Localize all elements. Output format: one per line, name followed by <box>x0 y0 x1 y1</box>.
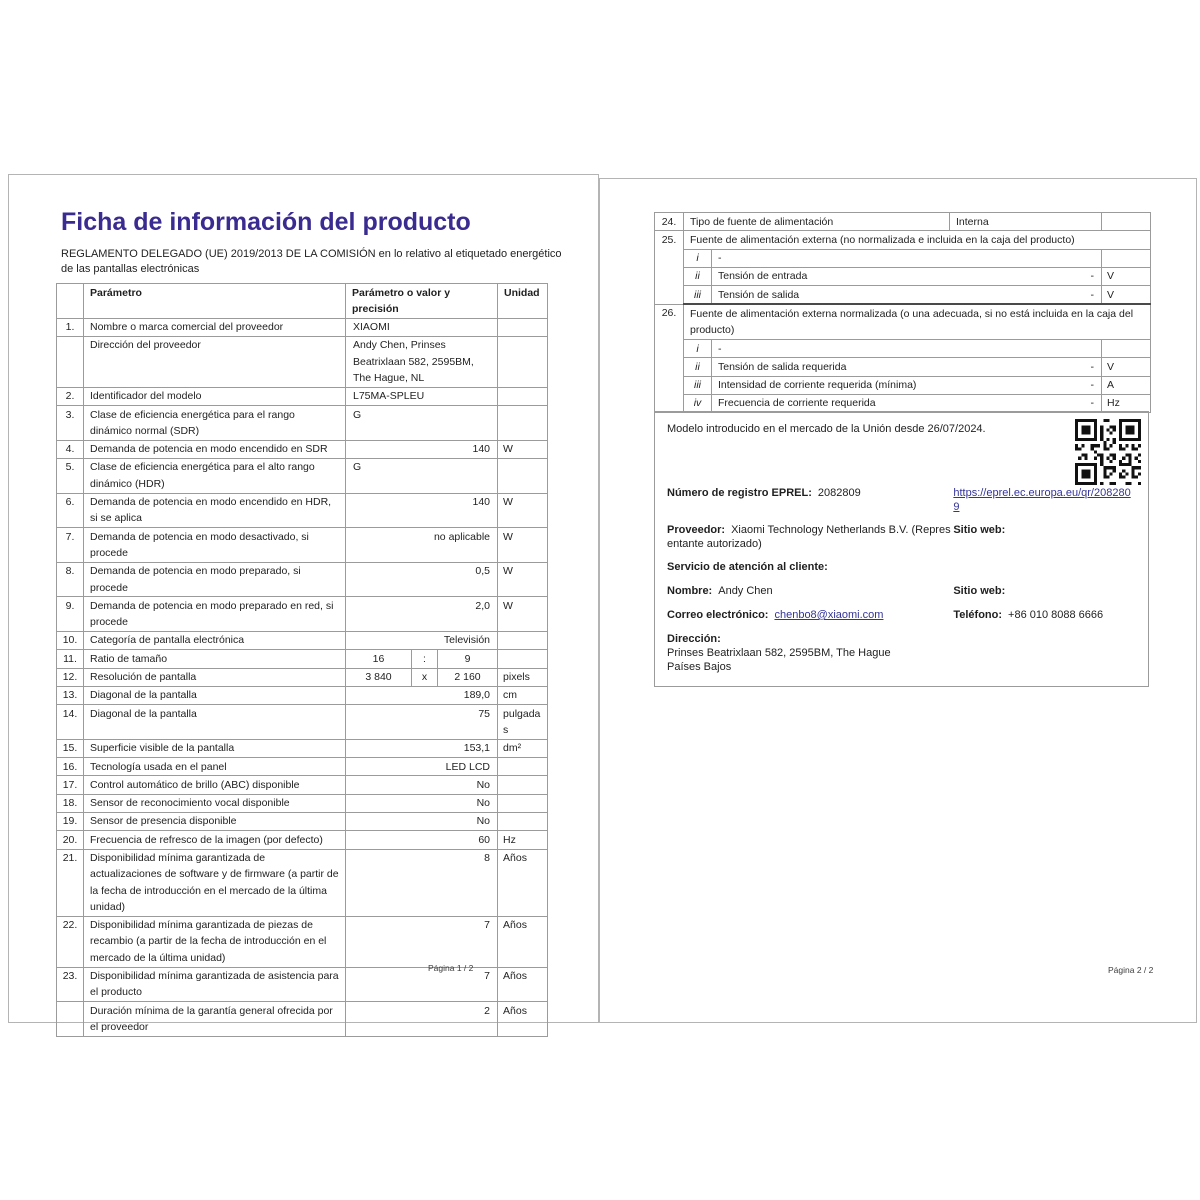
correo-row <box>667 608 1136 622</box>
parameter-cell: Disponibilidad mínima garantizada de piezas de recambio (a partir de la fecha de introducción en el mercado de la última unidad) <box>84 916 346 967</box>
direccion-line1: Prinses Beatrixlaan 582, 2595BM, The Hague <box>667 647 891 659</box>
table-row <box>655 376 1151 394</box>
row-number-cell: 5. <box>57 458 84 493</box>
table-row <box>57 1002 548 1037</box>
table-row <box>57 967 548 1002</box>
table-row <box>57 440 548 458</box>
parameter-value-cell <box>712 376 1102 394</box>
table-row <box>57 739 548 757</box>
value-cell: 189,0 <box>346 686 498 704</box>
nombre-label: Nombre: <box>667 585 713 597</box>
value-text: - <box>1090 288 1094 301</box>
row-number-cell: 7. <box>57 528 84 563</box>
parameter-cell: Clase de eficiencia energética para el rango dinámico normal (SDR) <box>84 406 346 441</box>
row-number-cell: 11. <box>57 650 84 668</box>
row-number-cell: 12. <box>57 668 84 686</box>
table-row <box>57 812 548 830</box>
value-cell: No <box>346 776 498 794</box>
unit-cell <box>498 458 548 493</box>
sitio-web-label-2: Sitio web: <box>953 585 1006 597</box>
sub-index-cell: i <box>684 340 712 358</box>
table-row <box>57 528 548 563</box>
value-cell: Televisión <box>346 631 498 649</box>
market-entry-text: Modelo introducido en el mercado de la Unión desde 26/07/2024. <box>667 423 986 435</box>
unit-cell <box>498 776 548 794</box>
sub-index-cell: iii <box>684 376 712 394</box>
parameter-cell: Nombre o marca comercial del proveedor <box>84 318 346 336</box>
unit-cell: W <box>498 562 548 597</box>
eprel-label: Número de registro EPREL: <box>667 487 812 499</box>
parameter-cell: Tipo de fuente de alimentación <box>684 213 950 231</box>
unit-cell: Años <box>498 849 548 916</box>
row-number-cell: 3. <box>57 406 84 441</box>
table-row <box>57 650 548 668</box>
servicio-row <box>667 560 1136 574</box>
parameter-cell: Disponibilidad mínima garantizada de actualizaciones de software y de firmware (a partir de la fecha de introducción en el mercado de la última unidad) <box>84 849 346 916</box>
servicio-label: Servicio de atención al cliente: <box>667 561 828 573</box>
parameter-cell: Sensor de presencia disponible <box>84 812 346 830</box>
parameter-value-cell <box>712 286 1102 305</box>
unit-cell <box>1102 213 1151 231</box>
value-cell: No <box>346 794 498 812</box>
value-separator-cell: x <box>412 668 438 686</box>
value-cell: 9 <box>438 650 498 668</box>
unit-cell: V <box>1102 358 1151 376</box>
table-row <box>655 267 1151 285</box>
parameter-cell: Identificador del modelo <box>84 387 346 405</box>
value-cell: 2,0 <box>346 597 498 632</box>
email-link[interactable]: chenbo8@xiaomi.com <box>774 609 884 621</box>
eprel-number: 2082809 <box>817 487 861 499</box>
unit-cell: Años <box>498 1002 548 1037</box>
unit-cell: V <box>1102 267 1151 285</box>
power-supply-table <box>654 212 1151 413</box>
table-row <box>57 318 548 336</box>
parameter-cell: Demanda de potencia en modo desactivado, si procede <box>84 528 346 563</box>
unit-cell <box>498 406 548 441</box>
parameter-label: Tensión de entrada <box>718 270 808 283</box>
header-parameter: Parámetro <box>84 284 346 319</box>
parameter-label: Frecuencia de corriente requerida <box>718 397 876 410</box>
row-number-cell: 26. <box>655 304 684 412</box>
parameter-cell: Duración mínima de la garantía general ofrecida por el proveedor <box>84 1002 346 1037</box>
unit-cell <box>498 318 548 336</box>
unit-cell: A <box>1102 376 1151 394</box>
parameter-cell: Control automático de brillo (ABC) disponible <box>84 776 346 794</box>
value-text: - <box>1090 397 1094 410</box>
value-cell: - <box>712 249 1102 267</box>
table-row <box>57 387 548 405</box>
qr-code <box>1075 419 1141 485</box>
row-number-cell: 18. <box>57 794 84 812</box>
parameter-value-cell <box>712 358 1102 376</box>
table-row <box>57 562 548 597</box>
sitio-web-label: Sitio web: <box>953 524 1006 536</box>
row-number-cell <box>57 336 84 387</box>
parameter-cell: Sensor de reconocimiento vocal disponible <box>84 794 346 812</box>
table-row <box>57 493 548 528</box>
row-number-cell: 13. <box>57 686 84 704</box>
sub-index-cell: ii <box>684 358 712 376</box>
unit-cell: Años <box>498 916 548 967</box>
table-row <box>57 686 548 704</box>
value-cell: 3 840 <box>346 668 412 686</box>
table-row <box>655 213 1151 231</box>
table-row <box>57 758 548 776</box>
parameter-cell: Demanda de potencia en modo preparado en red, si procede <box>84 597 346 632</box>
parameter-label: Tensión de salida requerida <box>718 360 847 373</box>
table-row <box>57 597 548 632</box>
sub-index-cell: iii <box>684 286 712 305</box>
parameter-cell: Fuente de alimentación externa (no normalizada e incluida en la caja del producto) <box>684 231 1151 249</box>
table-row <box>57 668 548 686</box>
unit-cell <box>498 650 548 668</box>
unit-cell: pulgadas <box>498 705 548 740</box>
row-number-cell: 6. <box>57 493 84 528</box>
row-number-cell: 20. <box>57 831 84 849</box>
correo-label: Correo electrónico: <box>667 609 769 621</box>
row-number-cell: 25. <box>655 231 684 305</box>
parameter-cell: Categoría de pantalla electrónica <box>84 631 346 649</box>
row-number-cell: 8. <box>57 562 84 597</box>
value-cell: LED LCD <box>346 758 498 776</box>
parameter-label: Intensidad de corriente requerida (mínima) <box>718 379 917 392</box>
parameter-cell: Diagonal de la pantalla <box>84 705 346 740</box>
market-entry-line <box>667 422 1136 436</box>
value-cell: 60 <box>346 831 498 849</box>
table-row <box>57 794 548 812</box>
parameter-cell: Fuente de alimentación externa normalizada (o una adecuada, si no está incluida en la caja del producto) <box>684 304 1151 339</box>
unit-cell <box>498 812 548 830</box>
row-number-cell: 15. <box>57 739 84 757</box>
value-cell: No <box>346 812 498 830</box>
row-number-cell: 2. <box>57 387 84 405</box>
value-cell: 140 <box>346 493 498 528</box>
unit-cell: Hz <box>1102 394 1151 412</box>
value-text: - <box>1090 270 1094 283</box>
unit-cell: V <box>1102 286 1151 305</box>
table-row <box>57 631 548 649</box>
header-number-cell <box>57 284 84 319</box>
parameter-cell: Tecnología usada en el panel <box>84 758 346 776</box>
row-number-cell: 24. <box>655 213 684 231</box>
unit-cell <box>498 387 548 405</box>
table-row <box>57 458 548 493</box>
unit-cell: Hz <box>498 831 548 849</box>
table-row <box>57 336 548 387</box>
header-value: Parámetro o valor y precisión <box>346 284 498 319</box>
value-cell: 7 <box>346 967 498 1002</box>
value-cell: 2 160 <box>438 668 498 686</box>
parameter-cell: Frecuencia de refresco de la imagen (por defecto) <box>84 831 346 849</box>
unit-cell <box>498 336 548 387</box>
direccion-label: Dirección: <box>667 633 721 645</box>
proveedor-value: Xiaomi Technology Netherlands B.V. (Representante autorizado) <box>667 524 951 550</box>
proveedor-label: Proveedor: <box>667 524 726 536</box>
parameter-cell: Diagonal de la pantalla <box>84 686 346 704</box>
eprel-link[interactable]: https://eprel.ec.europa.eu/qr/2082809 <box>953 487 1131 513</box>
table-row <box>655 340 1151 358</box>
telefono-value: +86 010 8088 6666 <box>1008 609 1104 621</box>
row-number-cell: 4. <box>57 440 84 458</box>
row-number-cell: 22. <box>57 916 84 967</box>
unit-cell: W <box>498 493 548 528</box>
value-cell: G <box>346 458 498 493</box>
page-number-footer: Página 1 / 2 <box>428 963 474 973</box>
sub-index-cell: ii <box>684 267 712 285</box>
value-cell: 2 <box>346 1002 498 1037</box>
product-info-table <box>56 283 548 1037</box>
page-number-footer: Página 2 / 2 <box>1108 965 1154 975</box>
table-row <box>57 406 548 441</box>
unit-cell <box>498 758 548 776</box>
table-row <box>57 776 548 794</box>
parameter-cell: Demanda de potencia en modo encendido en HDR, si se aplica <box>84 493 346 528</box>
parameter-cell: Disponibilidad mínima garantizada de asistencia para el producto <box>84 967 346 1002</box>
unit-cell: dm² <box>498 739 548 757</box>
table-row <box>655 249 1151 267</box>
row-number-cell: 10. <box>57 631 84 649</box>
value-text: - <box>1090 379 1094 392</box>
value-separator-cell: : <box>412 650 438 668</box>
parameter-cell: Resolución de pantalla <box>84 668 346 686</box>
unit-cell: Años <box>498 967 548 1002</box>
unit-cell: W <box>498 597 548 632</box>
value-cell: no aplicable <box>346 528 498 563</box>
supplier-info-box <box>654 411 1149 687</box>
table-row <box>57 849 548 916</box>
eprel-row <box>667 486 1136 514</box>
value-cell: 7 <box>346 916 498 967</box>
unit-cell: cm <box>498 686 548 704</box>
page-title: Ficha de información del producto <box>61 208 471 236</box>
unit-cell: W <box>498 528 548 563</box>
regulation-subtitle: REGLAMENTO DELEGADO (UE) 2019/2013 DE LA COMISIÓN en lo relativo al etiquetado energético de las pantallas electrónicas <box>61 248 562 275</box>
unit-cell: W <box>498 440 548 458</box>
sub-index-cell: iv <box>684 394 712 412</box>
parameter-cell: Superficie visible de la pantalla <box>84 739 346 757</box>
document-page-2 <box>599 178 1197 1023</box>
value-cell: L75MA-SPLEU <box>346 387 498 405</box>
value-cell: Interna <box>950 213 1102 231</box>
value-cell: - <box>712 340 1102 358</box>
row-number-cell: 17. <box>57 776 84 794</box>
row-number-cell: 23. <box>57 967 84 1002</box>
table-row <box>655 358 1151 376</box>
value-text: - <box>1090 360 1094 373</box>
row-number-cell <box>57 1002 84 1037</box>
direccion-block <box>667 632 1136 674</box>
table-row <box>655 286 1151 305</box>
table-header-row <box>57 284 548 319</box>
parameter-cell: Dirección del proveedor <box>84 336 346 387</box>
value-cell: G <box>346 406 498 441</box>
value-cell: 8 <box>346 849 498 916</box>
document-page-1 <box>8 174 599 1033</box>
unit-cell <box>1102 249 1151 267</box>
table-row <box>57 831 548 849</box>
unit-cell <box>498 794 548 812</box>
sub-index-cell: i <box>684 249 712 267</box>
value-cell: Andy Chen, Prinses Beatrixlaan 582, 2595BM, The Hague, NL <box>346 336 498 387</box>
value-cell: 16 <box>346 650 412 668</box>
row-number-cell: 14. <box>57 705 84 740</box>
unit-cell: pixels <box>498 668 548 686</box>
header-unit: Unidad <box>498 284 548 319</box>
proveedor-row <box>667 523 1136 551</box>
row-number-cell: 19. <box>57 812 84 830</box>
unit-cell <box>1102 340 1151 358</box>
value-cell: 0,5 <box>346 562 498 597</box>
row-number-cell: 9. <box>57 597 84 632</box>
value-cell: 153,1 <box>346 739 498 757</box>
parameter-label: Tensión de salida <box>718 288 800 301</box>
parameter-value-cell <box>712 267 1102 285</box>
table-row <box>655 304 1151 339</box>
value-cell: XIAOMI <box>346 318 498 336</box>
value-cell: 75 <box>346 705 498 740</box>
parameter-cell: Clase de eficiencia energética para el alto rango dinámico (HDR) <box>84 458 346 493</box>
unit-cell <box>498 631 548 649</box>
table-row <box>57 916 548 967</box>
parameter-cell: Ratio de tamaño <box>84 650 346 668</box>
parameter-cell: Demanda de potencia en modo encendido en SDR <box>84 440 346 458</box>
row-number-cell: 16. <box>57 758 84 776</box>
direccion-line2: Países Bajos <box>667 661 732 673</box>
parameter-cell: Demanda de potencia en modo preparado, si procede <box>84 562 346 597</box>
table-row <box>57 705 548 740</box>
table-row <box>655 231 1151 249</box>
row-number-cell: 21. <box>57 849 84 916</box>
row-number-cell: 1. <box>57 318 84 336</box>
nombre-row <box>667 584 1136 598</box>
value-cell: 140 <box>346 440 498 458</box>
telefono-label: Teléfono: <box>953 609 1003 621</box>
nombre-value: Andy Chen <box>718 585 773 597</box>
